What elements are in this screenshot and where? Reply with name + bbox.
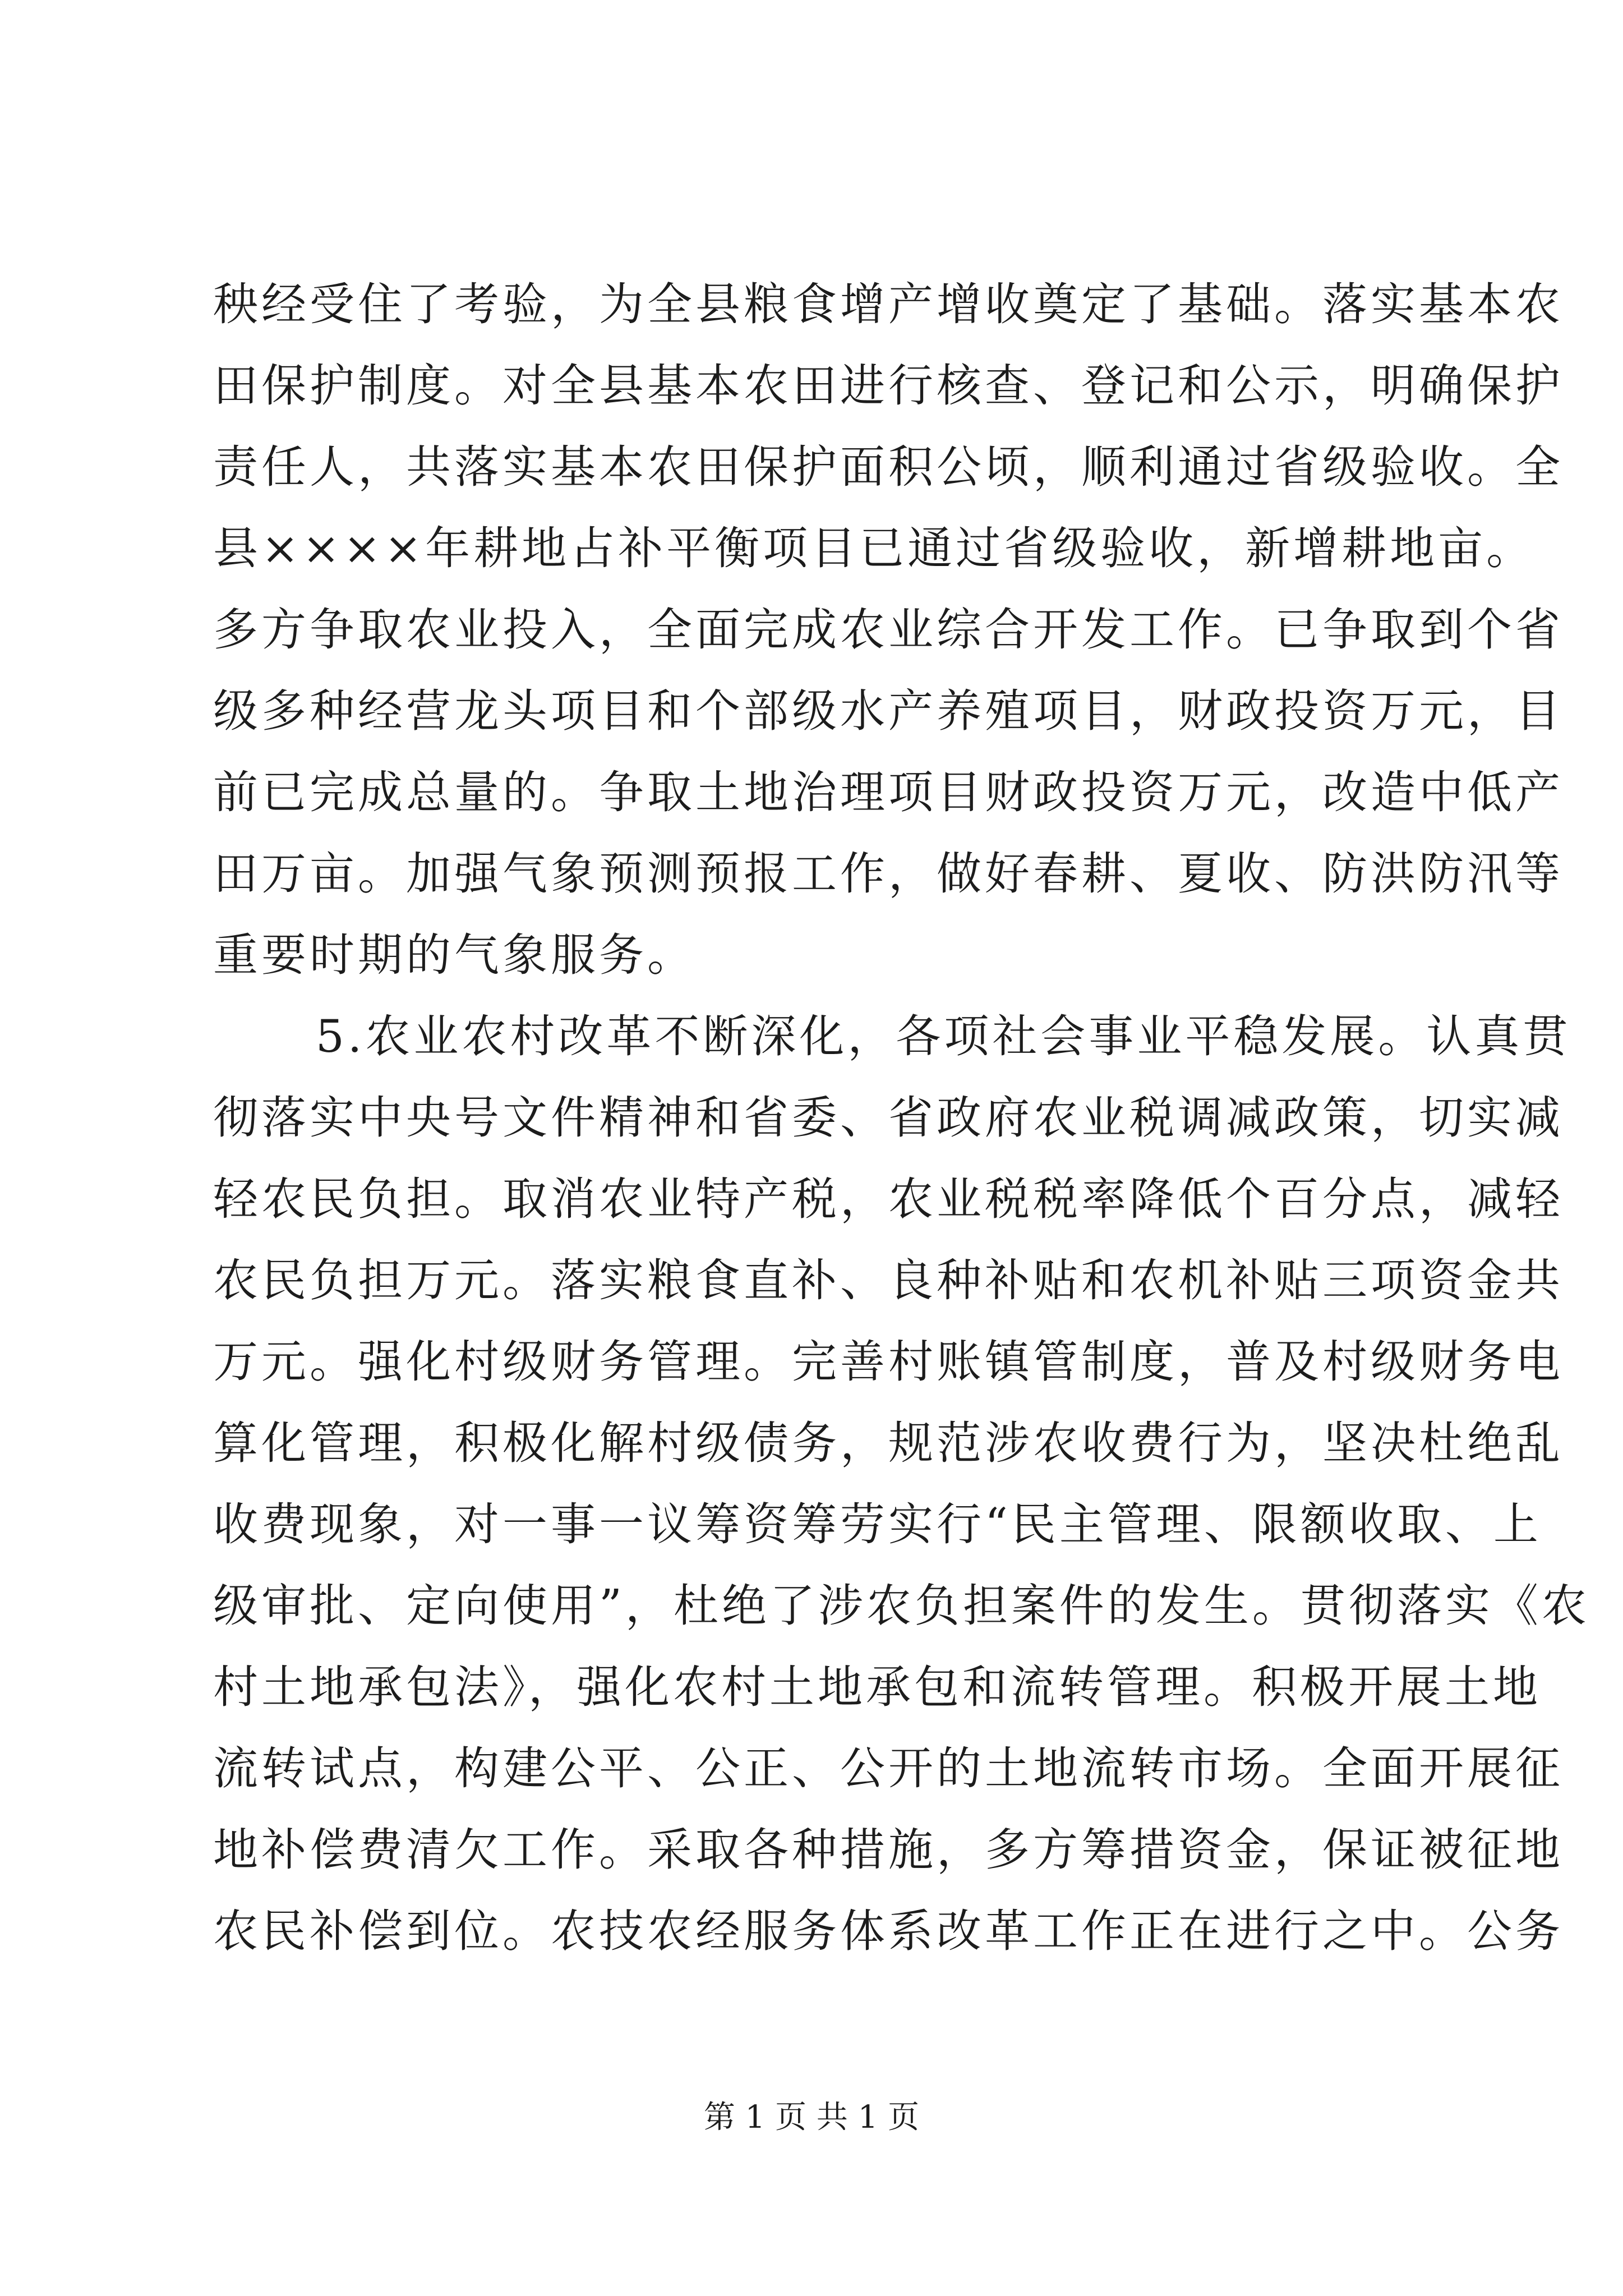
text-line: 级多种经营龙头项目和个部级水产养殖项目，财政投资万元，目: [213, 685, 1564, 737]
text-line: 万元。强化村级财务管理。完善村账镇管制度，普及村级财务电: [213, 1336, 1564, 1388]
text-line: 田万亩。加强气象预测预报工作，做好春耕、夏收、防洪防汛等: [213, 848, 1564, 900]
text-line: 秧经受住了考验，为全县粮食增产增收奠定了基础。落实基本农: [213, 278, 1564, 330]
text-line: 责任人，共落实基本农田保护面积公顷，顺利通过省级验收。全: [213, 441, 1564, 493]
text-line: 县××××年耕地占补平衡项目已通过省级验收，新增耕地亩。: [213, 522, 1535, 574]
text-line: 地补偿费清欠工作。采取各种措施，多方筹措资金，保证被征地: [213, 1824, 1564, 1876]
text-line: 多方争取农业投入，全面完成农业综合开发工作。已争取到个省: [213, 604, 1564, 656]
text-line: 彻落实中央号文件精神和省委、省政府农业税调减政策，切实减: [213, 1092, 1564, 1144]
text-line: 重要时期的气象服务。: [213, 929, 695, 981]
page-footer: 第 1 页 共 1 页: [703, 2099, 920, 2136]
text-line: 前已完成总量的。争取土地治理项目财政投资万元，改造中低产: [213, 766, 1564, 818]
paragraph: [213, 264, 1564, 996]
text-line: 流转试点，构建公平、公正、公开的土地流转市场。全面开展征: [213, 1742, 1564, 1795]
paragraph: [213, 996, 1590, 1972]
text-line: 收费现象，对一事一议筹资筹劳实行“民主管理、限额收取、上: [213, 1498, 1542, 1550]
text-line: 级审批、定向使用”，杜绝了涉农负担案件的发生。贯彻落实《农: [213, 1580, 1590, 1632]
text-line: 农民补偿到位。农技农经服务体系改革工作正在进行之中。公务: [213, 1905, 1564, 1957]
text-line: 田保护制度。对全县基本农田进行核查、登记和公示，明确保护: [213, 360, 1564, 412]
text-line: 农民负担万元。落实粮食直补、良种补贴和农机补贴三项资金共: [213, 1254, 1564, 1306]
text-line: 村土地承包法》，强化农村土地承包和流转管理。积极开展土地: [213, 1661, 1541, 1713]
text-line: 算化管理，积极化解村级债务，规范涉农收费行为，坚决杜绝乱: [213, 1417, 1564, 1469]
text-line: 轻农民负担。取消农业特产税，农业税税率降低个百分点，减轻: [213, 1173, 1564, 1225]
document-body: [213, 264, 1590, 1972]
text-line: 5.农业农村改革不断深化，各项社会事业平稳发展。认真贯: [316, 1010, 1571, 1062]
